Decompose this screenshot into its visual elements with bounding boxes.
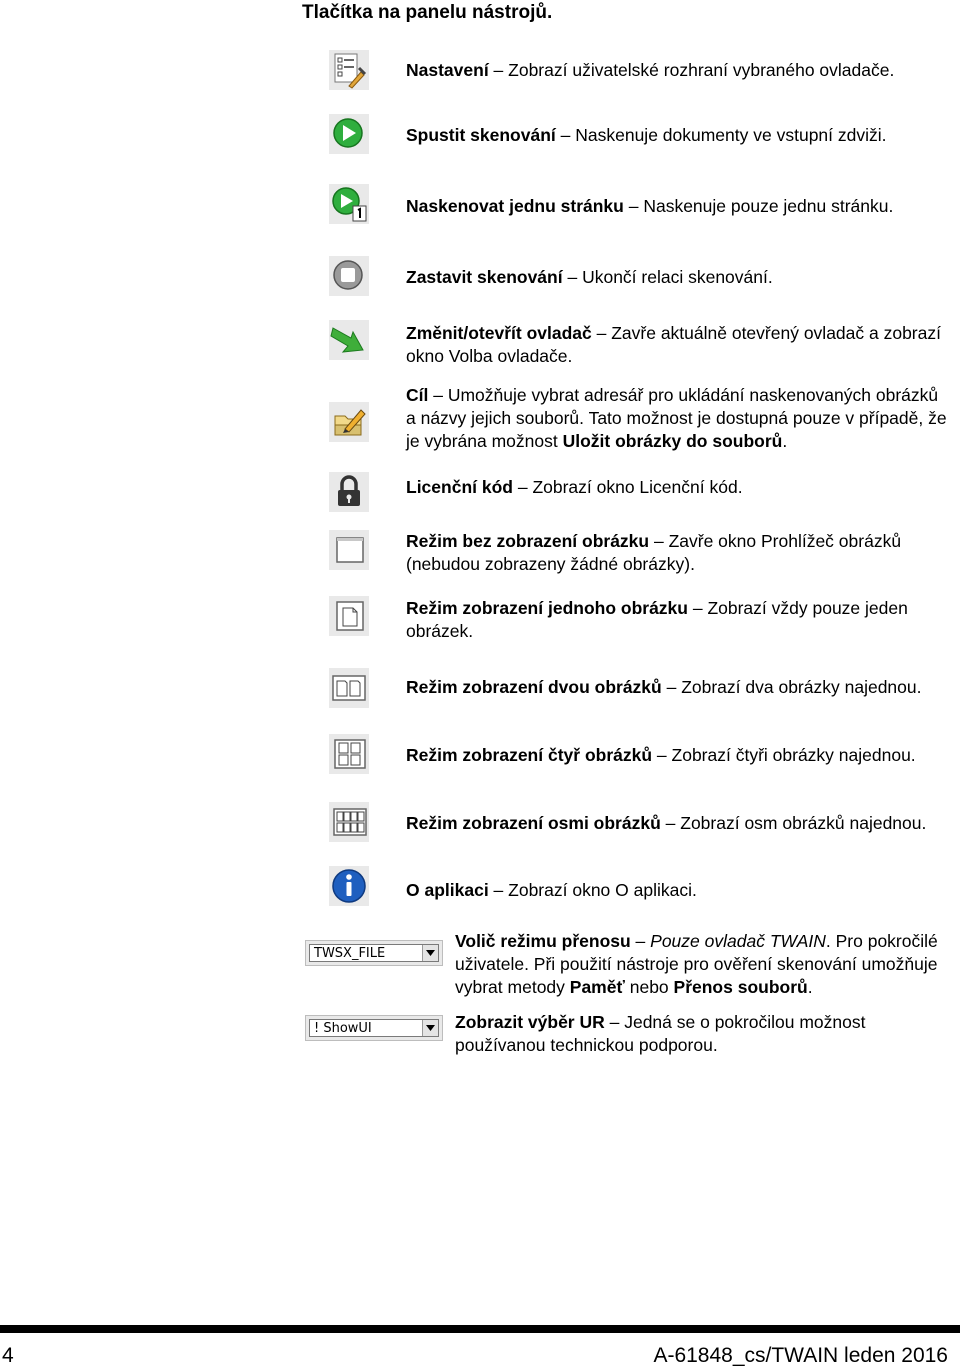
document-id: A-61848_cs/TWAIN leden 2016: [653, 1344, 948, 1367]
settings-item: Nastavení – Zobrazí uživatelské rozhraní vybraného ovladače.: [406, 60, 895, 80]
page-title: Tlačítka na panelu nástrojů.: [302, 2, 553, 23]
folder-pencil-icon: [329, 402, 369, 442]
info-icon: [329, 866, 369, 906]
transfer-mode-value: TWSX_FILE: [314, 946, 386, 961]
stop-scan-item: Zastavit skenování – Ukončí relaci skenování.: [406, 267, 773, 287]
eight-images-item: Režim zobrazení osmi obrázků – Zobrazí osm obrázků najednou.: [406, 813, 927, 833]
about-item: O aplikaci – Zobrazí okno O aplikaci.: [406, 880, 697, 900]
two-images-item: Režim zobrazení dvou obrázků – Zobrazí dva obrázky najednou.: [406, 677, 922, 697]
ur-select[interactable]: [305, 1015, 443, 1041]
ur-select-value: ! ShowUI: [314, 1021, 372, 1036]
page-number: 4: [2, 1344, 14, 1367]
four-pages-icon: [329, 734, 369, 774]
ur-select-item: Zobrazit výběr UR – Jedná se o pokročilou možnost používanou technickou podporou.: [455, 1012, 866, 1055]
four-images-item: Režim zobrazení čtyř obrázků – Zobrazí čtyři obrázky najednou.: [406, 745, 916, 765]
settings-icon: [329, 50, 369, 90]
chevron-down-icon[interactable]: [422, 1020, 438, 1036]
license-item: Licenční kód – Zobrazí okno Licenční kód.: [406, 477, 743, 497]
play-icon: [329, 114, 369, 154]
lock-icon: [329, 472, 369, 512]
no-image-item: Režim bez zobrazení obrázku – Zavře okno Prohlížeč obrázků (nebudou zobrazeny žádné obrázky).: [406, 531, 902, 574]
scan-one-item: Naskenovat jednu stránku – Naskenuje pouze jednu stránku.: [406, 196, 894, 216]
footer-rule: [0, 1325, 960, 1333]
eight-pages-icon: [329, 802, 369, 842]
change-driver-item: Změnit/otevřít ovladač – Zavře aktuálně otevřený ovladač a zobrazí okno Volba ovladače.: [406, 323, 941, 366]
play-one-icon: [329, 184, 369, 224]
transfer-mode-item: Volič režimu přenosu – Pouze ovladač TWAIN. Pro pokročilé uživatele. Při použití nástroje pro ověření skenování umožňuje vybrat metody Paměť nebo Přenos souborů.: [455, 931, 938, 997]
transfer-mode-select[interactable]: [305, 940, 443, 966]
start-scan-item: Spustit skenování – Naskenuje dokumenty ve vstupní zdviži.: [406, 125, 887, 145]
stop-icon: [329, 256, 369, 296]
window-icon: [329, 530, 369, 570]
one-image-item: Režim zobrazení jednoho obrázku – Zobrazí vždy pouze jeden obrázek.: [406, 598, 908, 641]
destination-item: Cíl – Umožňuje vybrat adresář pro ukládání naskenovaných obrázků a názvy jejich souborů. Tato možnost je dostupná pouze v případě, že je vybrána možnost Uložit obrázky do souborů.: [406, 385, 947, 451]
single-page-icon: [329, 596, 369, 636]
two-pages-icon: [329, 668, 369, 708]
arrow-down-right-icon: [329, 320, 369, 360]
chevron-down-icon[interactable]: [422, 945, 438, 961]
